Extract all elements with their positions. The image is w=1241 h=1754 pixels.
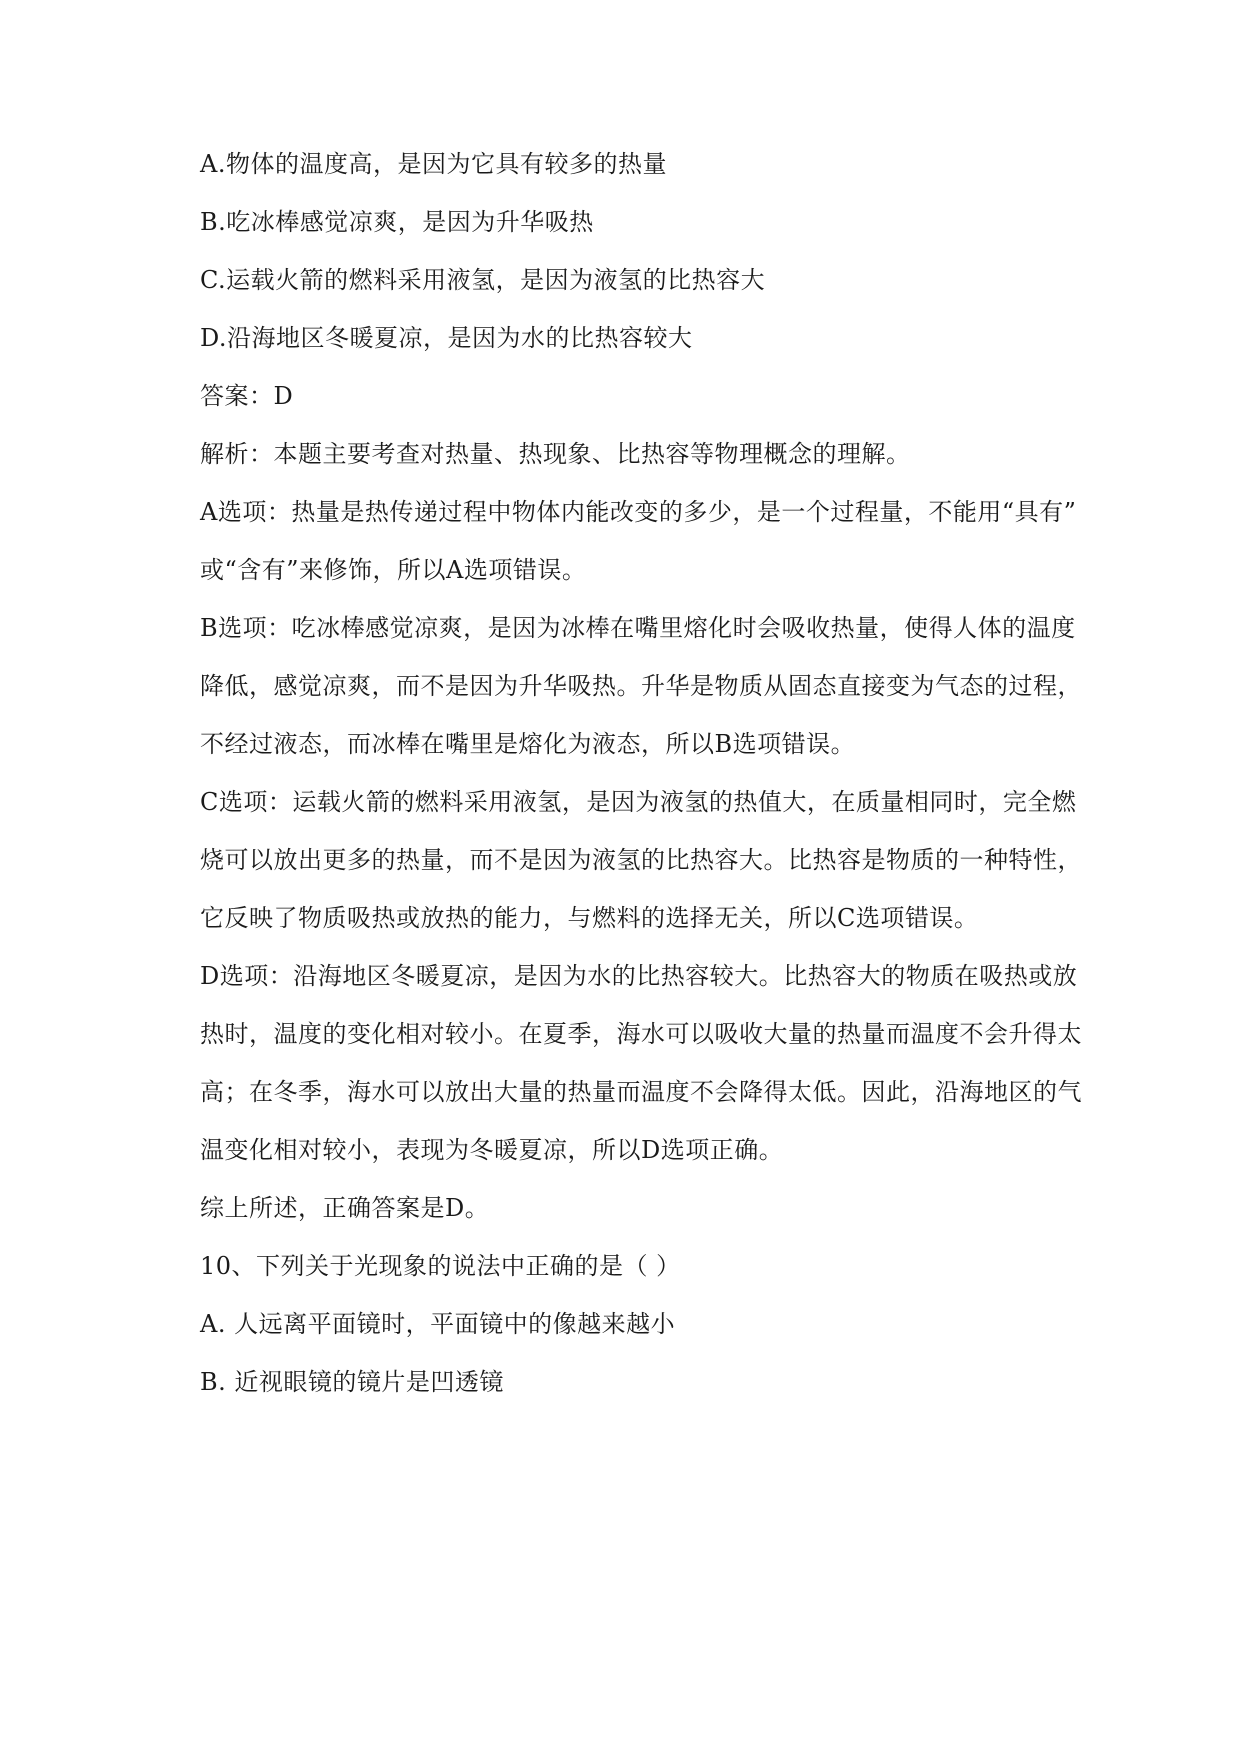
q9-option-d: D.沿海地区冬暖夏凉，是因为水的比热容较大 [200,324,693,352]
q9-analysis-c-line3: 它反映了物质吸热或放热的能力，与燃料的选择无关，所以C选项错误。 [200,904,979,932]
q9-analysis-intro: 解析：本题主要考查对热量、热现象、比热容等物理概念的理解。 [200,440,911,468]
q9-analysis-d-line1: D选项：沿海地区冬暖夏凉，是因为水的比热容较大。比热容大的物质在吸热或放 [200,962,1078,990]
q9-analysis-b-line3: 不经过液态，而冰棒在嘴里是熔化为液态，所以B选项错误。 [200,730,856,758]
q9-answer: 答案：D [200,382,294,410]
q9-summary: 综上所述，正确答案是D。 [200,1194,490,1222]
q9-analysis-b-line1: B选项：吃冰棒感觉凉爽，是因为冰棒在嘴里熔化时会吸收热量，使得人体的温度 [200,614,1076,642]
q9-analysis-c-line1: C选项：运载火箭的燃料采用液氢，是因为液氢的热值大，在质量相同时，完全燃 [200,788,1077,816]
q9-analysis-c-line2: 烧可以放出更多的热量，而不是因为液氢的比热容大。比热容是物质的一种特性， [200,846,1082,874]
q9-analysis-b-line2: 降低，感觉凉爽，而不是因为升华吸热。升华是物质从固态直接变为气态的过程， [200,672,1082,700]
q9-analysis-d-line2: 热时，温度的变化相对较小。在夏季，海水可以吸收大量的热量而温度不会升得太 [200,1020,1082,1048]
q9-analysis-a-line2: 或“含有”来修饰，所以A选项错误。 [200,556,587,584]
q10-option-b: B. 近视眼镜的镜片是凹透镜 [200,1368,504,1396]
q9-analysis-d-line4: 温变化相对较小，表现为冬暖夏凉，所以D选项正确。 [200,1136,784,1164]
q9-option-c: C.运载火箭的燃料采用液氢，是因为液氢的比热容大 [200,266,766,294]
q10-option-a: A. 人远离平面镜时，平面镜中的像越来越小 [200,1310,676,1338]
q9-option-a: A.物体的温度高，是因为它具有较多的热量 [200,150,667,178]
q9-analysis-d-line3: 高；在冬季，海水可以放出大量的热量而温度不会降得太低。因此，沿海地区的气 [200,1078,1082,1106]
q9-option-b: B.吃冰棒感觉凉爽，是因为升华吸热 [200,208,594,236]
q10-stem: 10、下列关于光现象的说法中正确的是（ ） [200,1252,681,1280]
q9-analysis-a-line1: A选项：热量是热传递过程中物体内能改变的多少，是一个过程量，不能用“具有” [200,498,1077,526]
